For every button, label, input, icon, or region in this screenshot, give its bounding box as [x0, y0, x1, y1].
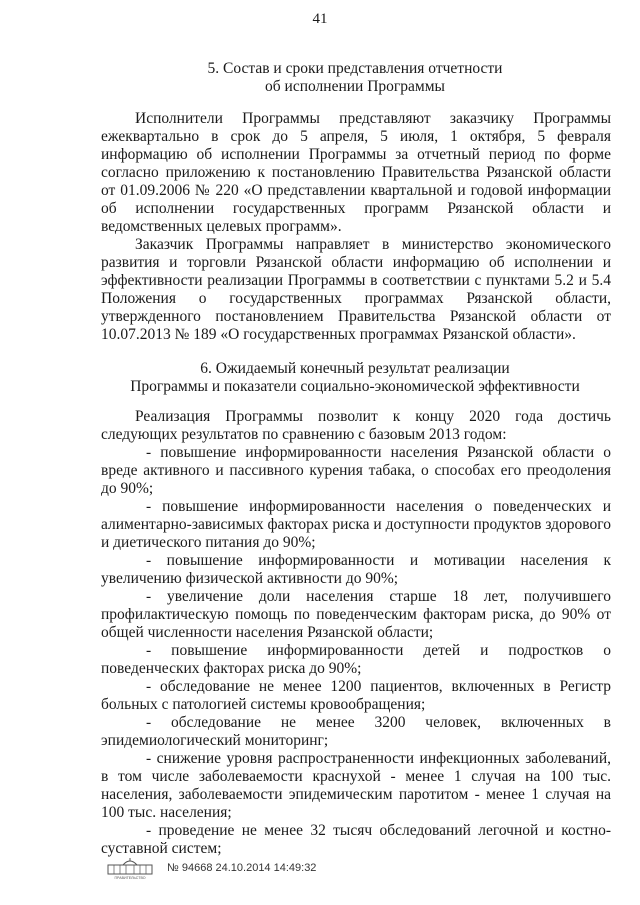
section5-body	[101, 110, 611, 344]
result-item: - обследование не менее 1200 пациентов, включенных в Регистр больных с патологией системы кровообращения;	[101, 678, 611, 713]
result-item: - повышение информированности населения о поведенческих и алиментарно-зависимых факторах риска и доступности продуктов здорового и диетического питания до 90%;	[101, 498, 611, 551]
section5-title-line1: 5. Состав и сроки представления отчетности	[207, 60, 503, 77]
document-registration-info: № 94668 24.10.2014 14:49:32	[167, 862, 317, 874]
government-stamp-icon	[103, 856, 157, 880]
result-item: - повышение информированности и мотивации населения к увеличению физической активности до 90%;	[101, 552, 611, 587]
section5-paragraph-2: Заказчик Программы направляет в министерство экономического развития и торговли Рязанской области информацию об исполнении и эффективности реализации Программы в соответствии с пунктами 5.2 и 5.4 Положения о государственных программах Рязанской области, утвержденного постановлением Правительства Рязанской области от 10.07.2013 № 189 «О государственных программах Рязанской области».	[101, 236, 611, 343]
section6-heading	[100, 360, 610, 396]
section5-title-line2: об исполнении Программы	[265, 78, 445, 95]
section5-heading	[100, 60, 610, 96]
section6-body	[101, 408, 611, 858]
section6-intro: Реализация Программы позволит к концу 2020 года достичь следующих результатов по сравнению с базовым 2013 годом:	[101, 408, 611, 443]
section6-title-line2: Программы и показатели социально-экономической эффективности	[130, 378, 580, 395]
result-item: - снижение уровня распространенности инфекционных заболеваний, в том числе заболеваемости краснухой - менее 1 случая на 100 тыс. населения, заболеваемости эпидемическим паротитом - менее 1 случая на 100 тыс. населения;	[101, 750, 611, 821]
stamp-text: ПРАВИТЕЛЬСТВО	[114, 876, 146, 880]
section5-paragraph-1: Исполнители Программы представляют заказчику Программы ежеквартально в срок до 5 апреля, 5 июля, 1 октября, 5 февраля информацию об исполнении Программы за отчетный период по форме согласно приложению к постановлению Правительства Рязанской области от 01.09.2006 № 220 «О представлении квартальной и годовой информации об исполнении государственных программ Рязанской области и ведомственных целевых программ».	[101, 110, 611, 235]
footer	[103, 856, 316, 880]
result-item: - увеличение доли населения старше 18 лет, получившего профилактическую помощь по поведенческим факторам риска, до 90% от общей численности населения Рязанской области;	[101, 588, 611, 641]
result-item: - проведение не менее 32 тысяч обследований легочной и костно-суставной систем;	[101, 822, 611, 857]
page-number: 41	[312, 11, 328, 27]
result-item: - обследование не менее 3200 человек, включенных в эпидемиологический мониторинг;	[101, 714, 611, 749]
result-item: - повышение информированности детей и подростков о поведенческих факторах риска до 90%;	[101, 642, 611, 677]
result-item: - повышение информированности населения Рязанской области о вреде активного и пассивного курения табака, о способах его преодоления до 90%;	[101, 444, 611, 497]
section6-title-line1: 6. Ожидаемый конечный результат реализации	[200, 360, 510, 377]
